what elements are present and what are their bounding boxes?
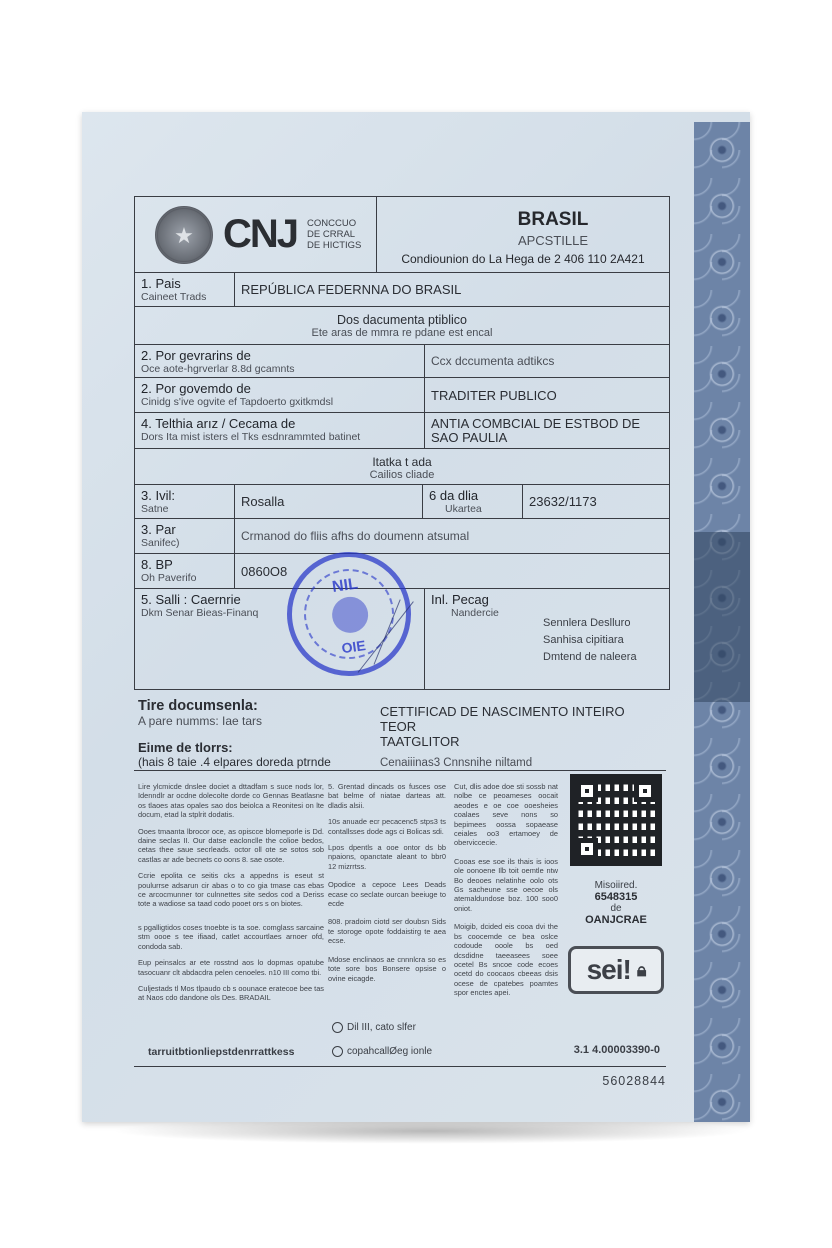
signature-cell <box>425 589 669 689</box>
column2-paragraph: Opodice a cepoce Lees Deads ecase co seclate ourcan beeiuge to ecde <box>328 880 446 909</box>
signed-by-sublabel: Oce aote-hgrverlar 8.8d gcamnts <box>141 363 295 375</box>
lock-icon: 🔒︎ <box>636 959 646 980</box>
column2-paragraph: 10s anuade ecr pecacenc5 stps3 ts contallsses dode ags ci Bolicas sdi. <box>328 817 446 836</box>
signed-by-value: Ccx dccumenta adtikcs <box>431 354 555 368</box>
qr-finder-pattern <box>576 838 598 860</box>
acting-as-label: 2. Por govemdo de <box>141 381 251 396</box>
document-type-block <box>138 698 378 769</box>
stamp-top-text: NIL <box>331 575 359 596</box>
text-column-1 <box>138 782 324 1003</box>
cnj-logo-subtext <box>307 218 361 251</box>
date-value-cell <box>523 485 669 518</box>
convention-text: Condiounion do La Hega de 2 406 110 2A421 <box>401 252 645 266</box>
lower-divider-top <box>134 770 666 771</box>
row-seal-of <box>135 413 669 449</box>
public-document-subtitle: Ete aras de mmra re pdane est encal <box>311 327 493 339</box>
signature-line: Dmtend de naleera <box>543 651 637 663</box>
footer-mid-line1 <box>332 1022 416 1033</box>
by-label: 3. Par <box>141 522 176 537</box>
seal-of-label: 4. Telthia arız / Cecama de <box>141 416 296 431</box>
public-document-title: Dos dacumenta ptiblico <box>337 313 467 327</box>
row-acting-as <box>135 378 669 413</box>
document-type-heading: Tire documsenla: <box>138 698 258 714</box>
footer-right-code: 3.1 4.00003390-0 <box>573 1044 660 1056</box>
row-signed-by <box>135 345 669 378</box>
column1-paragraph: Ccrie epolita ce seitis cks a appedns is eseut st poulurrse adsarun cir abas o to co gia tmase cas ebas ce arcocmunner tor culnnettes site sedos cod a Deriss tote a wadiose sa taad codo pooet ors s on biotes. <box>138 871 324 909</box>
signature-label: Inl. Pecag <box>431 592 489 607</box>
footer-mid-line2 <box>332 1046 432 1057</box>
column1-paragraph: Ooes tmaanta lbrocor oce, as opiscce blorneporle is Dd. daine seclas II. Our datse eaclonclle the colioe bedos, cetas thee saue secrleads. octor oll ote se sotos sob castlas ar ade becnets co oons 8. sae osote. <box>138 826 324 864</box>
column1-paragraph: Lire ylcmicde dnslee dociet a dttadfam s suce nods lor, Idenndlr ar ocdne dolecolte dorde co Gennas Beatlasne os tlaoes atas opales sao dos beiolca a Reonitesi on lte docum, etad la stplrit dodatis. <box>138 782 324 820</box>
signature-lines <box>543 615 637 666</box>
acting-as-label-cell <box>135 378 425 412</box>
seal-stamp-label: 5. Salli : Caernrie <box>141 592 241 607</box>
country-value: REPÚBLICA FEDERNNA DO BRASIL <box>241 282 462 297</box>
row-place-date <box>135 485 669 519</box>
country-sublabel: Caineet Trads <box>141 291 207 303</box>
security-pattern-strip <box>694 122 750 1122</box>
certified-subtitle: Cailios cliade <box>369 469 435 481</box>
country-title: BRASIL <box>517 209 589 230</box>
acting-as-sublabel: Cinidg s'ive ogvite ef Tapdoerto gxitkmdsl <box>141 396 334 408</box>
signature-line: Sennlera Deslluro <box>543 617 631 629</box>
date-value: 23632/1173 <box>529 494 597 509</box>
certified-title: Itatka t ada <box>372 455 432 469</box>
text-column-2 <box>328 782 446 983</box>
row-country <box>135 273 669 307</box>
header-row <box>135 197 669 273</box>
by-value-cell <box>235 519 669 553</box>
column3-paragraph: Cooas ese soe ils thais is ioos ole oonoene Ilb toit oemtle ntw Bo deooes nelatinhe oolo ots Gs sacheune sse oecoe ols atemaldundose boz. 100 soo0 oniot. <box>454 856 558 913</box>
qr-finder-pattern <box>634 780 656 802</box>
place-value-cell <box>235 485 423 518</box>
security-band <box>694 532 750 702</box>
cnj-logo: CNJ <box>223 212 298 256</box>
column3-paragraph: Moigib, dcided eis cooa dvi the bs coocemde ce bea oslce codoude ooole bs oed dcsdidne taeeasees soee ocetel Bs sncoe code ecoes ocetd do coocaos cbeeas dsis ocese de cpatebes poamtes spor enctes apei. <box>454 922 558 998</box>
certificate-name: CETTIFICAD DE NASCIMENTO INTEIRO TEOR <box>380 704 625 734</box>
signature-sublabel: Nandercie <box>451 607 499 619</box>
number-value: 0860O8 <box>241 563 288 579</box>
column2-paragraph: Mdose enclinaos ae cnnnlcra so es tote sore bos Bonsere opsise o ovine eicagde. <box>328 954 446 983</box>
signed-by-label-cell <box>135 345 425 377</box>
qr-code-icon[interactable] <box>570 774 662 866</box>
number-sublabel: Oh Paverifo <box>141 572 197 584</box>
apostille-document <box>82 112 750 1122</box>
elements-subheading: (hais 8 taie .4 elpares doreda ptrnde <box>138 755 331 769</box>
acting-as-value: TRADITER PUBLICO <box>431 387 557 403</box>
place-value: Rosalla <box>241 494 285 509</box>
verification-code: 6548315 <box>594 891 638 903</box>
column2-paragraph: 5. Grentad dincads os fusces ose bat belme of niatae darteas att. dladis alsii. <box>328 782 446 810</box>
row-public-document <box>135 307 669 345</box>
by-sublabel: Sanifec) <box>141 537 180 549</box>
info-icon <box>332 1022 343 1033</box>
country-label: 1. Pais <box>141 276 181 291</box>
country-value-cell <box>235 273 669 306</box>
column2-paragraph: 808. pradoim ciotd ser doubsn Sids te storoge opote foddaistirg te aea ecse. <box>328 917 446 946</box>
text-column-3 <box>454 782 558 998</box>
footer-mid-text2: copahcallØeg ionle <box>347 1046 433 1058</box>
logo-sub-line: CONCCUO <box>307 218 357 229</box>
acting-as-value-cell <box>425 378 669 412</box>
seal-of-label-cell <box>135 413 425 448</box>
signed-by-value-cell <box>425 345 669 377</box>
verification-block <box>566 774 666 994</box>
place-label-cell <box>135 485 235 518</box>
column1-paragraph: s pgalligtidos coses tnoebte is ta soe. comglass sarcaine stm oooe s tee ifiaad, catlet accourtlaes arnoer ofd, condoda sab. <box>138 922 324 951</box>
lower-divider-bottom <box>134 1066 666 1067</box>
number-label: 8. BP <box>141 557 173 572</box>
column2-paragraph: Lpos dpentls a ooe ontor ds bb npaions, opanctate aleant to bbr0 12 mizrrtss. <box>328 843 446 871</box>
certificate-name-block <box>380 704 660 769</box>
coat-of-arms-icon <box>155 206 213 264</box>
by-label-cell <box>135 519 235 553</box>
logo-sub-line: DE HICTIGS <box>307 240 362 251</box>
column3-paragraph: Cut, dlis adoe doe sti sossb nat nolbe ce peoameses oocait aeodes e oe coe ooesheies coalaes seve nons so bepimees oossa sopaease ceiales oo3 ertamoey de oberviccecie. <box>454 782 558 848</box>
header-logo-cell <box>135 197 377 272</box>
footer-mid-text1: Dil III, cato slfer <box>347 1022 416 1034</box>
serial-number: 56028844 <box>602 1074 666 1088</box>
date-label-cell <box>423 485 523 518</box>
signed-by-label: 2. Por gevrarins de <box>141 348 251 363</box>
verification-label: Misoiired. <box>594 880 638 891</box>
document-type-subheading: A pare numms: Iae tars <box>138 714 263 728</box>
stamp-bottom-text: OIE <box>340 637 367 657</box>
signature-line: Sanhisa cipitiara <box>543 634 624 646</box>
date-sublabel: Ukartea <box>445 503 482 515</box>
logo-sub-line: DE CRRAL <box>307 229 356 240</box>
number-label-cell <box>135 554 235 588</box>
row-by <box>135 519 669 554</box>
column1-paragraph: Culjestads tl Mos tlpaudo cb s oounace eratecoe bee tas at Naos cdo dandone ols Des. BRADAIL <box>138 983 324 1003</box>
certificate-name-subtitle: Cenaiiinas3 Cnnsnihe niltamd <box>380 757 533 769</box>
qr-finder-pattern <box>576 780 598 802</box>
by-value: Crmanod do fliis afhs do doumenn atsumal <box>241 529 470 543</box>
header-title-cell <box>377 197 669 272</box>
sei-logo <box>568 946 664 994</box>
place-sublabel: Satne <box>141 503 169 515</box>
row-certified <box>135 449 669 485</box>
sei-logo-text: sei! <box>586 954 631 985</box>
date-label: 6 da dlia <box>429 488 479 503</box>
seal-of-value-cell <box>425 413 669 448</box>
footer-left-text: tarruitbtionliepstdenrrattkess <box>148 1046 295 1058</box>
seal-stamp-sublabel: Dkm Senar Bieas-Finanq <box>141 607 259 619</box>
country-label-cell <box>135 273 235 306</box>
apostille-title: APCSTILLE <box>517 233 589 248</box>
certificate-name-line2: TAATGLITOR <box>380 734 460 749</box>
seal-of-sublabel: Dors Ita mist isters el Tks esdnrammted batinet <box>141 431 361 443</box>
footer-row <box>138 1022 666 1064</box>
verification-org: OANJCRAE <box>585 914 647 926</box>
elements-heading: Eiıme de tlorrs: <box>138 740 233 755</box>
seal-of-value: ANTIA COMBCIAL DE ESTBOD DE SAO PAULIA <box>431 416 641 445</box>
copyright-icon <box>332 1046 343 1057</box>
column1-paragraph: Eup peinsalcs ar ete rosstnd aos lo dopmas opatube tasocuanr clt abdacdra pelen cenoeles. n10 III como tbi. <box>138 958 324 977</box>
place-label: 3. Ivil: <box>141 488 175 503</box>
verification-de: de <box>610 903 622 914</box>
